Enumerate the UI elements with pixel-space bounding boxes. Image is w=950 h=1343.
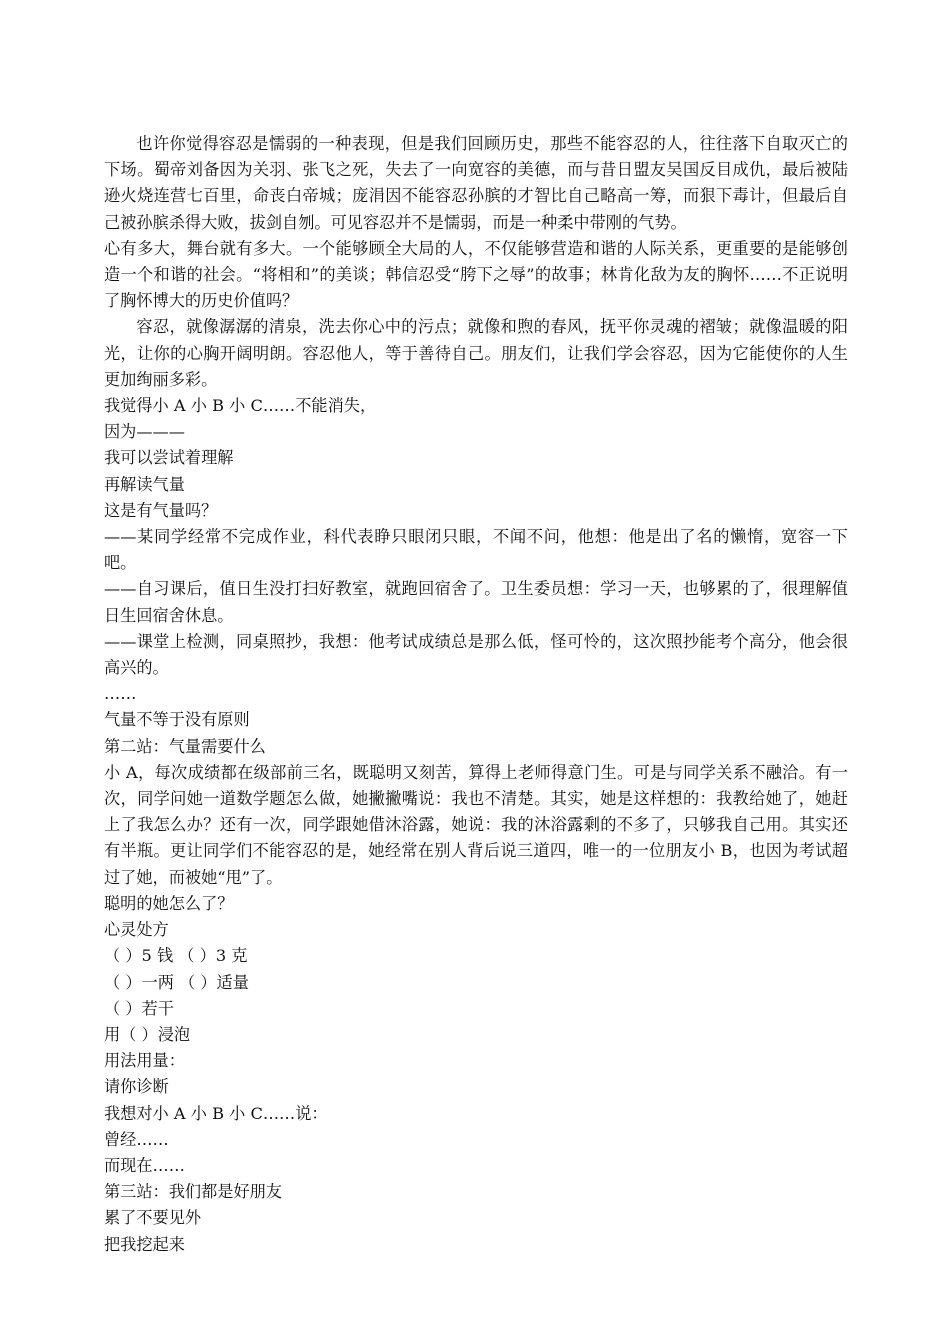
section-heading: 心灵处方 (104, 920, 169, 940)
paragraph-forbearance-history: 也许你觉得容忍是懦弱的一种表现，但是我们回顾历史，那些不能容忍的人，往往落下自取灭亡的下场。蜀帝刘备因为关羽、张飞之死，失去了一向宽容的美德，而与昔日盟友吴国反目成仇，最后被陆逊火烧连营七百里，命丧白帝城；庞涓因不能容忍孙膑的才智比自己略高一筹，而狠下毒计，但最后自己被孙膑杀得大败，拔剑自刎。可见容忍并不是懦弱，而是一种柔中带刚的气势。 (104, 134, 848, 232)
text-line: 用法用量： (104, 1051, 185, 1071)
text-line: 请你诊断 (104, 1077, 169, 1097)
section-heading: 再解读气量 (104, 474, 185, 494)
question-line: 这是有气量吗？ (104, 500, 218, 520)
document-page (104, 131, 848, 1258)
ellipsis-line: …… (104, 684, 137, 704)
paragraph-big-heart: 心有多大，舞台就有多大。一个能够顾全大局的人，不仅能够营造和谐的人际关系，更重要的是能够创造一个和谐的社会。“将相和”的美谈；韩信忍受“胯下之辱”的故事；林肯化敌为友的胸怀……不正说明了胸怀博大的历史价值吗？ (104, 238, 848, 311)
text-line: 我觉得小 A 小 B 小 C……不能消失， (104, 396, 377, 416)
prescription-line: 用（ ）浸泡 (104, 1024, 191, 1044)
text-line: 而现在…… (104, 1155, 185, 1175)
question-line: 聪明的她怎么了？ (104, 893, 234, 913)
text-line: 把我挖起来 (104, 1234, 185, 1254)
station-heading: 第二站：气量需要什么 (104, 736, 266, 756)
story-paragraph: 小 A，每次成绩都在级部前三名，既聪明又刻苦，算得上老师得意门生。可是与同学关系不融洽。有一次，同学问她一道数学题怎么做，她撇撇嘴说：我也不清楚。其实，她是这样想的：我教给她了，她赶上了我怎么办？还有一次，同学跟她借沐浴露，她说：我的沐浴露剩的不多了，只够我自己用。其实还有半瓶。更让同学们不能容忍的是，她经常在别人背后说三道四，唯一的一位朋友小 B，也因为考试超过了她，而被她“甩”了。 (104, 762, 848, 887)
example-item: ——某同学经常不完成作业，科代表睁只眼闭只眼，不闻不问，他想：他是出了名的懒惰，宽容一下吧。 (104, 527, 848, 573)
prescription-line: （ ）若干 (104, 998, 174, 1018)
text-line: 我想对小 A 小 B 小 C……说： (104, 1103, 328, 1123)
text-line: 因为——— (104, 422, 185, 442)
text-line: 曾经…… (104, 1129, 169, 1149)
station-heading: 第三站：我们都是好朋友 (104, 1182, 283, 1202)
prescription-line: （ ）一两 （ ）适量 (104, 972, 249, 992)
example-item: ——自习课后，值日生没打扫好教室，就跑回宿舍了。卫生委员想：学习一天，也够累的了，很理解值日生回宿舍休息。 (104, 579, 848, 625)
example-item: ——课堂上检测，同桌照抄，我想：他考试成绩总是那么低，怪可怜的，这次照抄能考个高分，他会很高兴的。 (104, 631, 848, 678)
text-line: 气量不等于没有原则 (104, 710, 250, 730)
text-line: 累了不要见外 (104, 1208, 202, 1228)
paragraph-tolerance-metaphor: 容忍，就像潺潺的清泉，洗去你心中的污点；就像和煦的春风，抚平你灵魂的褶皱；就像温暖的阳光，让你的心胸开阔明朗。容忍他人，等于善待自己。朋友们，让我们学会容忍，因为它能使你的人生更加绚丽多彩。 (104, 317, 848, 389)
text-line: 我可以尝试着理解 (104, 448, 234, 468)
prescription-line: （ ）5 钱 （ ）3 克 (104, 946, 248, 966)
